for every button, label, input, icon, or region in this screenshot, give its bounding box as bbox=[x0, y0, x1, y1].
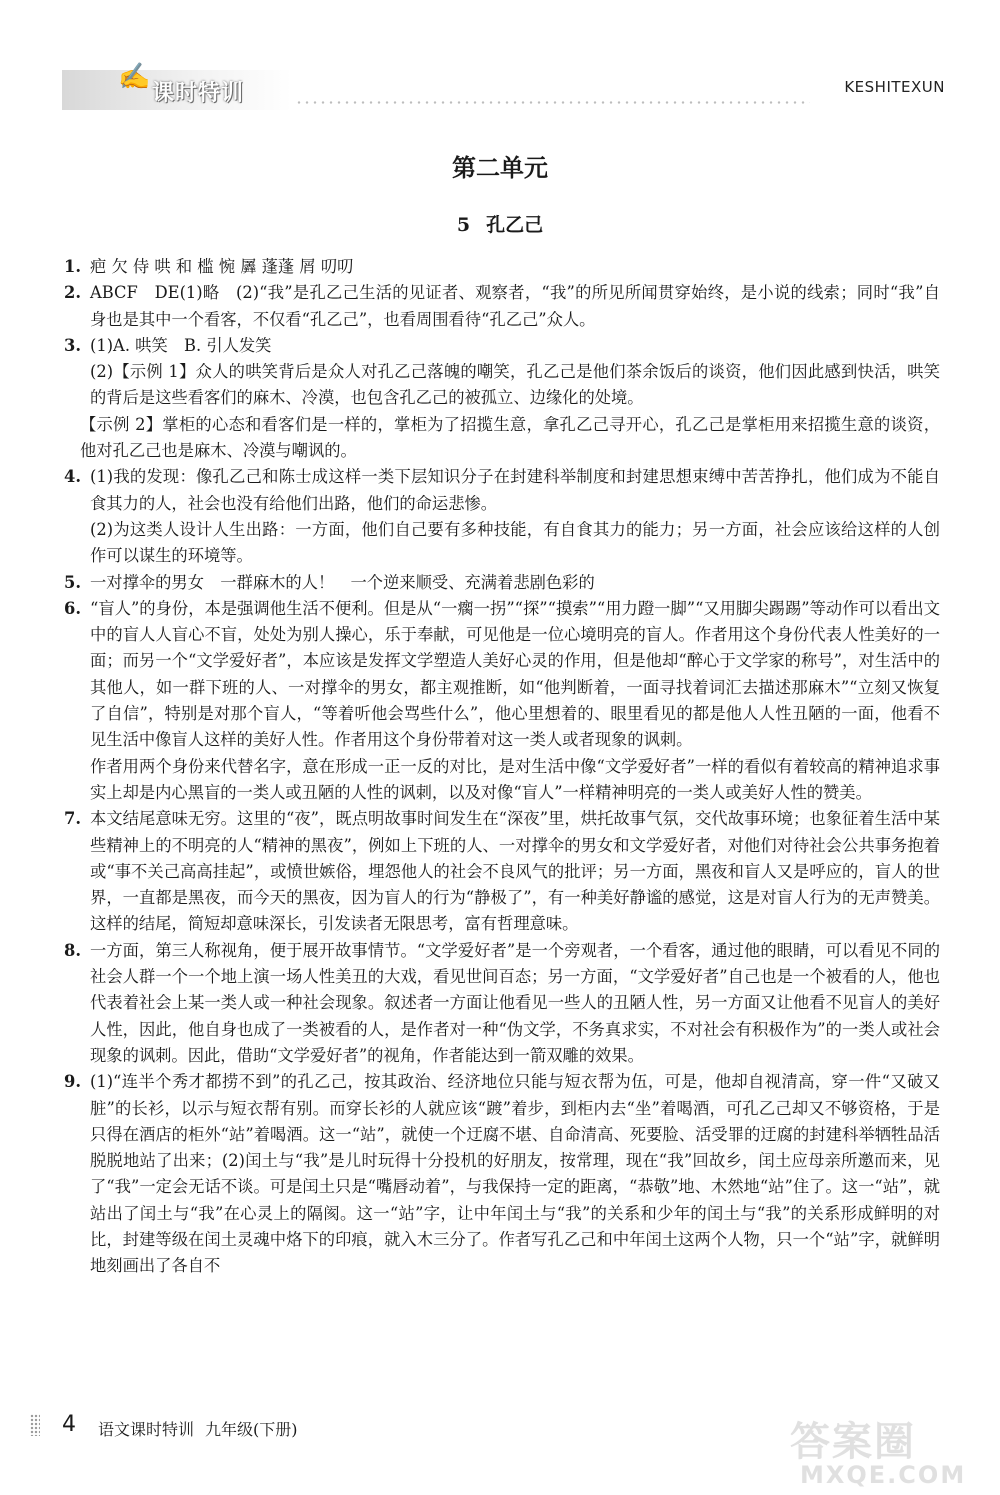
pen-icon: ✍ bbox=[118, 62, 151, 92]
lesson-title bbox=[0, 210, 1000, 237]
item-text: 作者用两个身份来代替名字，意在形成一正一反的对比，是对生活中像“文学爱好者”一样的看似有着较高的精神追求事实上却是内心黑盲的一类人或丑陋的人性的讽刺，以及对像“盲人”一样精神明亮的一类人或美好人性的赞美。 bbox=[90, 756, 940, 802]
answer-item bbox=[64, 333, 940, 464]
unit-title: 第二单元 bbox=[452, 153, 548, 182]
answer-item bbox=[64, 280, 940, 333]
item-text: 一方面，第三人称视角，便于展开故事情节。“文学爱好者”是一个旁观者，一个看客，通过他的眼睛，可以看见不同的社会人群一个一个地上演一场人性美丑的大戏，看见世间百态；另一方面，“文学爱好者”自己也是一个被看的人，他也代表着社会上某一类人或一种社会现象。叙述者一方面让他看见一些人的丑陋人性，另一方面又让他看不见盲人的美好人性，因此，他自身也成了一类被看的人，是作者对一种“伪文学，不务真求实，不对社会有积极作为”的一类人或社会现象的讽刺。因此，借助“文学爱好者”的视角，作者能达到一箭双雕的效果。 bbox=[90, 940, 940, 1065]
watermark-url: MXQE.COM bbox=[800, 1461, 967, 1489]
answer-item bbox=[64, 938, 940, 1069]
watermark-title: 答案圈 bbox=[790, 1419, 916, 1465]
item-text: (2)【示例 1】众人的哄笑背后是众人对孔乙己落魄的嘲笑，孔乙己是他们茶余饭后的谈资，他们因此感到快活，哄笑的背后是这些看客们的麻木、冷漠，也包含孔乙己的被孤立、边缘化的处境。 bbox=[90, 362, 940, 408]
answer-item bbox=[64, 806, 940, 937]
item-number: 3. bbox=[64, 335, 81, 355]
item-text: ABCF DE(1)略 (2)“我”是孔乙己生活的见证者、观察者，“我”的所见所闻贯穿始终，是小说的线索；同时“我”自身也是其中一个看客，不仅看“孔乙己”，也看周围看待“孔乙己”众人。 bbox=[90, 283, 940, 329]
logo-text: 课时特训 bbox=[152, 81, 245, 106]
item-number: 8. bbox=[64, 940, 81, 960]
item-text: 【示例 2】掌柜的心态和看客们是一样的，掌柜为了招揽生意，拿孔乙己寻开心，孔乙己是掌柜用来招揽生意的谈资，他对孔乙己也是麻木、冷漠与嘲讽的。 bbox=[80, 414, 940, 461]
item-number: 2. bbox=[64, 283, 81, 303]
watermark bbox=[790, 1410, 970, 1488]
item-text: (1)A. 哄笑 B. 引人发笑 bbox=[90, 335, 272, 355]
item-number: 5. bbox=[64, 572, 81, 592]
item-number: 7. bbox=[64, 809, 81, 829]
answer-item bbox=[64, 596, 940, 806]
item-number: 9. bbox=[64, 1072, 81, 1092]
item-text: “盲人”的身份，本是强调他生活不便利。但是从“一瘸一拐”“探”“摸索”“用力蹬一脚”“又用脚尖踢踢”等动作可以看出文中的盲人人盲心不盲，处处为别人操心，乐于奉献，可见他是一位心境明亮的盲人。作者用这个身份代表人性美好的一面；而另一个“文学爱好者”，本应该是发挥文学塑造人美好心灵的作用，但是他却“醉心于文学家的称号”，对生活中的其他人，如一群下班的人、一对撑伞的男女，都主观推断，如“他判断着，一面寻找着词汇去描述那麻木”“立刻又恢复了自信”，特别是对那个盲人，“等着听他会骂些什么”，他心里想着的、眼里看见的都是他人人性丑陋的一面，他看不见生活中像盲人这样的美好人性。作者用这个身份带着对这一类人或者现象的讽刺。 bbox=[90, 598, 940, 750]
item-number: 4. bbox=[64, 467, 81, 487]
answer-item bbox=[64, 464, 940, 569]
item-number: 1. bbox=[64, 257, 81, 276]
answer-item bbox=[64, 570, 940, 596]
lesson-name: 孔乙己 bbox=[486, 214, 544, 236]
answer-item bbox=[64, 1069, 940, 1279]
lesson-number: 5 bbox=[456, 214, 471, 236]
answer-item bbox=[64, 254, 940, 280]
page-number: 4 bbox=[62, 1412, 76, 1437]
book-title: 语文课时特训 bbox=[98, 1420, 195, 1439]
page-header bbox=[0, 0, 1000, 110]
header-series-name: KESHITEXUN bbox=[844, 78, 945, 96]
item-text: (1)我的发现：像孔乙己和陈士成这样一类下层知识分子在封建科举制度和封建思想束缚中苦苦挣扎，他们成为不能自食其力的人，社会也没有给他们出路，他们的命运悲惨。 bbox=[90, 467, 940, 513]
header-divider bbox=[295, 101, 810, 104]
item-number: 6. bbox=[64, 598, 81, 618]
item-text: 疤 欠 侍 哄 和 槛 惋 羼 蓬蓬 屑 叨叨 bbox=[90, 257, 354, 276]
answer-list bbox=[64, 254, 940, 1280]
grade-label: 九年级(下册) bbox=[205, 1420, 298, 1439]
item-text: (1)“连半个秀才都捞不到”的孔乙己，按其政治、经济地位只能与短衣帮为伍，可是，他却自视清高，穿一件“又破又脏”的长衫，以示与短衣帮有别。而穿长衫的人就应该“踱”着步，到柜内去“坐”着喝酒，可孔乙己却又不够资格，于是只得在酒店的柜外“站”着喝酒。这一“站”，就使一个迂腐不堪、自命清高、死要脸、活受罪的迂腐的封建科举牺牲品活脱脱地站了出来；(2)闰土与“我”是儿时玩得十分投机的好朋友，按常理，现在“我”回故乡，闰土应母亲所邀而来，见了“我”一定会无话不谈。可是闰土只是“嘴唇动着”，与我保持一定的距离，“恭敬”地、木然地“站”住了。这一“站”，就站出了闰土与“我”在心灵上的隔阂。这一“站”字，让中年闰土与“我”的关系和少年的闰土与“我”的关系形成鲜明的对比，封建等级在闰土灵魂中烙下的印痕，就入木三分了。作者写孔乙己和中年闰土这两个人物，只一个“站”字，就鲜明地刻画出了各自不 bbox=[90, 1072, 940, 1276]
item-text: 一对撑伞的男女 一群麻木的人！ 一个逆来顺受、充满着悲剧色彩的 bbox=[90, 572, 595, 592]
item-text: 本文结尾意味无穷。这里的“夜”，既点明故事时间发生在“深夜”里，烘托故事气氛，交代故事环境；也象征着生活中某些精神上的不明亮的人“精神的黑夜”，例如上下班的人、一对撑伞的男女和文学爱好者，对他们对待社会公共事务抱着或“事不关己高高挂起”，或愤世嫉俗，埋怨他人的社会不良风气的批评；另一方面，黑夜和盲人又是呼应的，盲人的世界，一直都是黑夜，而今天的黑夜，因为盲人的行为“静极了”，有一种美好静谧的感觉，这是对盲人行为的无声赞美。这样的结尾，简短却意味深长，引发读者无限思考，富有哲理意味。 bbox=[90, 809, 940, 934]
item-text: (2)为这类人设计人生出路：一方面，他们自己要有多种技能，有自食其力的能力；另一方面，社会应该给这样的人创作可以谋生的环境等。 bbox=[90, 519, 940, 566]
footer-dot-pattern bbox=[30, 1414, 40, 1436]
